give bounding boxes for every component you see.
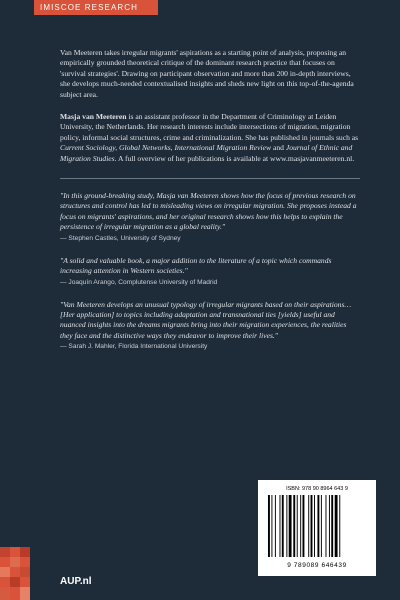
review-quote: "Van Meeteren develops an unusual typology of irregular migrants based on their aspirations… [Her application] to topics including adaptation and transnational ties [yields] useful and nuanced insights into the dreams migrants bring into their migration experiences, the realities they face and the distinctive ways they endeavor to improve their lives." <box>60 299 352 340</box>
book-blurb: Van Meeteren takes irregular migrants' aspirations as a starting point of analysis, proposing an empirically grounded theoretical critique of the dominant research practice that focuses on 'survival strategies'. Drawing on participant observation and more than 200 in-depth interviews, she develops much-needed contextualised insights and sheds new light on this top-of-the-agenda subject area. <box>60 48 354 99</box>
review-3 <box>60 300 360 353</box>
review-2 <box>60 256 360 288</box>
review-quote: "In this ground-breaking study, Masja van Meeteren shows how the focus of previous research on structures and control has led to misleading views on irregular migration. She proposes instead a focus on migrants' aspirations, and her original research shows how this helps to explain the persistence of irregular migration as a global reality." <box>60 191 357 232</box>
review-1 <box>60 191 360 244</box>
bio-text-2: and <box>271 143 286 153</box>
review-quote: "A solid and valuable book, a major addition to the literature of a topic which commands increasing attention in Western societies." <box>60 255 332 276</box>
bio-text-3: . A full overview of her publications is available at www.masjavanmeeteren.nl. <box>114 153 355 163</box>
series-label: IMISCOE RESEARCH <box>34 0 158 15</box>
isbn-label: ISBN: 978 90 8964 643 9 <box>286 486 348 492</box>
section-divider <box>60 178 360 179</box>
bio-text-1: is an assistant professor in the Department of Criminology at Leiden University, the Netherlands. Her research interests include intersections of migration, migration policy, informal social structures, crime and criminalization. She has published in journals such as <box>60 112 359 142</box>
review-attribution: — Stephen Castles, University of Sydney <box>60 234 181 242</box>
isbn-barcode <box>258 480 376 576</box>
bio-journals-2: Journal of Ethnic and Migration Studies <box>60 143 353 163</box>
publisher-url[interactable]: AUP.nl <box>60 576 92 587</box>
bio-journals-1: Current Sociology, Global Networks, International Migration Review <box>60 143 272 153</box>
decorative-pattern <box>0 547 30 600</box>
author-name: Masja van Meeteren <box>60 112 127 122</box>
barcode-digits: 9 789089 646439 <box>287 562 347 569</box>
author-bio <box>60 112 360 164</box>
review-attribution: — Sarah J. Mahler, Florida International University <box>60 343 208 351</box>
barcode-bars <box>266 495 368 557</box>
review-attribution: — Joaquín Arango, Complutense University of Madrid <box>60 278 218 286</box>
back-cover-text <box>60 48 360 352</box>
